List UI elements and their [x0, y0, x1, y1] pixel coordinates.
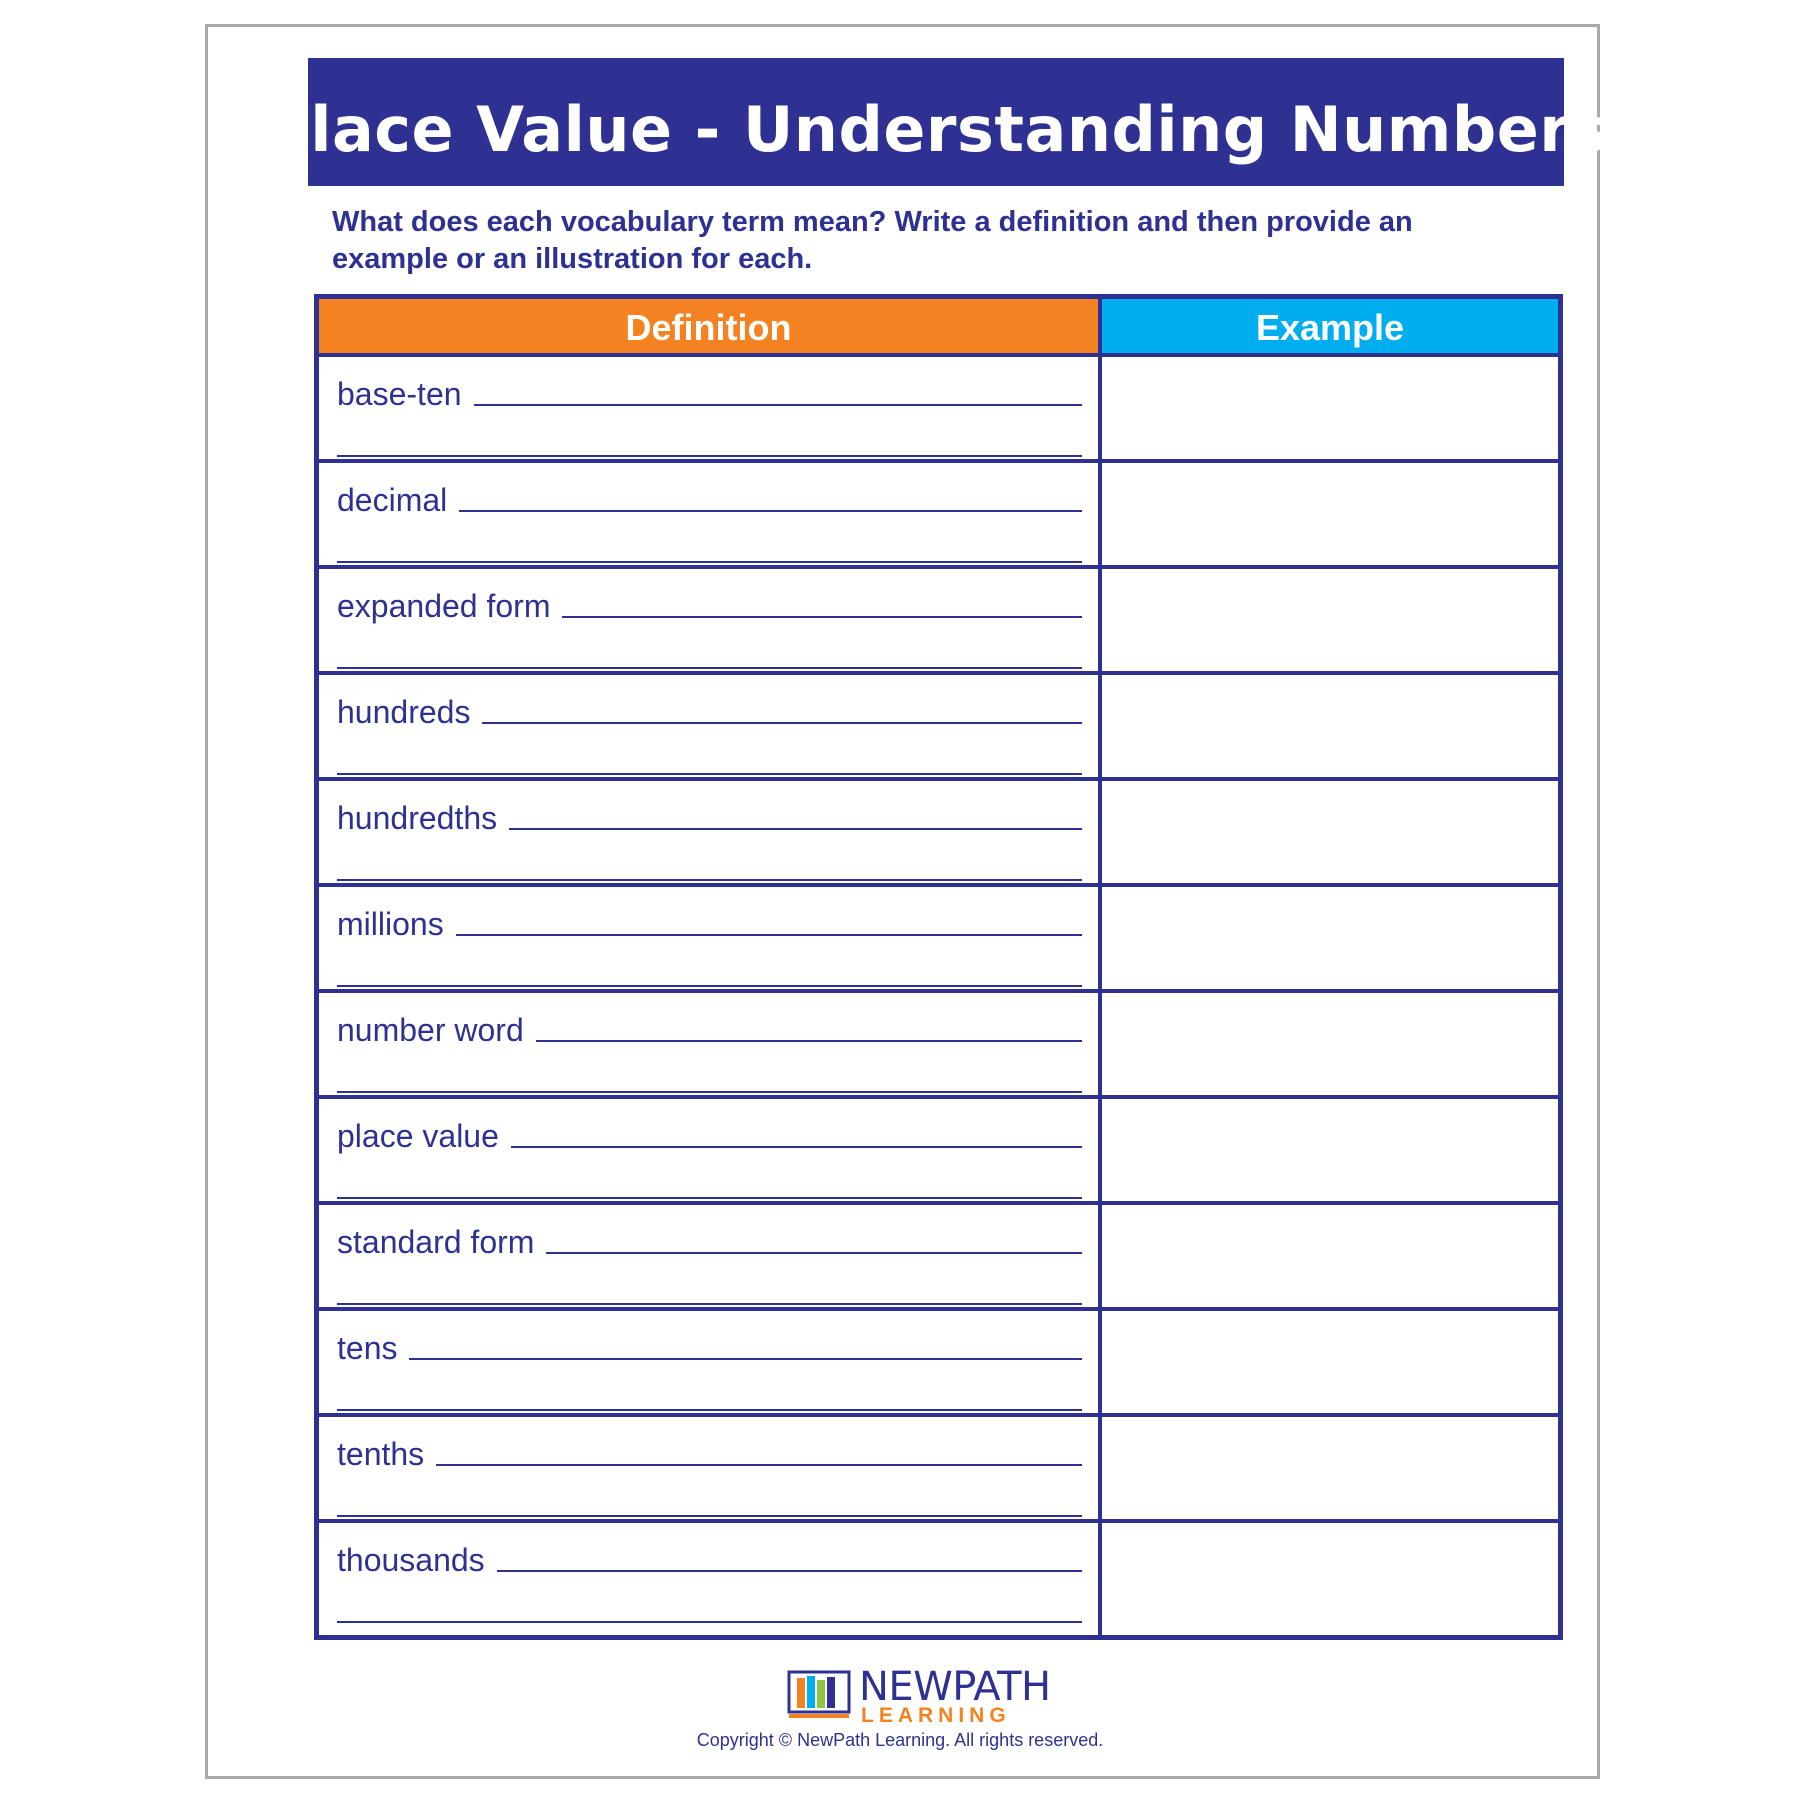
- definition-line[interactable]: [337, 1118, 1082, 1154]
- table-row: [319, 1205, 1558, 1311]
- example-header: [1102, 299, 1558, 357]
- table-row: [319, 675, 1558, 781]
- definition-line[interactable]: [337, 1436, 1082, 1472]
- writing-line-2[interactable]: [337, 1621, 1082, 1623]
- table-row: [319, 1417, 1558, 1523]
- definition-header-label: Definition: [625, 307, 792, 348]
- table-row: [319, 569, 1558, 675]
- writing-line-2[interactable]: [337, 773, 1082, 775]
- definition-line[interactable]: [337, 376, 1082, 412]
- example-header-label: Example: [1255, 307, 1405, 348]
- writing-line: [536, 1040, 1082, 1042]
- definition-line[interactable]: [337, 906, 1082, 942]
- writing-line: [497, 1570, 1082, 1572]
- writing-line-2[interactable]: [337, 985, 1082, 987]
- page-title: Place Value - Understanding Numbers: [264, 92, 1608, 166]
- writing-line: [459, 510, 1082, 512]
- books-icon: [787, 1668, 851, 1720]
- term-label: standard form: [337, 1224, 535, 1260]
- term-label: millions: [337, 906, 444, 942]
- table-row: [319, 993, 1558, 1099]
- writing-line-2[interactable]: [337, 561, 1082, 563]
- writing-line: [546, 1252, 1082, 1254]
- table-row: [319, 1099, 1558, 1205]
- definition-header: [319, 299, 1098, 357]
- newpath-logo: [787, 1664, 1057, 1727]
- table-row: [319, 887, 1558, 993]
- title-banner: [264, 58, 1608, 186]
- table-row: [319, 1523, 1558, 1629]
- writing-line: [509, 828, 1082, 830]
- definition-line[interactable]: [337, 588, 1082, 624]
- writing-line: [474, 404, 1082, 406]
- term-label: hundreds: [337, 694, 471, 730]
- definition-line[interactable]: [337, 1012, 1082, 1048]
- logo-wordmark: NEWPATH: [859, 1664, 1051, 1710]
- writing-line-2[interactable]: [337, 455, 1082, 457]
- term-label: hundredths: [337, 800, 498, 836]
- writing-line: [511, 1146, 1082, 1148]
- table-row: [319, 357, 1558, 463]
- definition-line[interactable]: [337, 1224, 1082, 1260]
- term-label: tenths: [337, 1436, 425, 1472]
- copyright-text: Copyright © NewPath Learning. All rights reserved.: [696, 1730, 1104, 1750]
- definition-line[interactable]: [337, 1330, 1082, 1366]
- term-label: place value: [337, 1118, 499, 1154]
- writing-line-2[interactable]: [337, 1303, 1082, 1305]
- writing-line-2[interactable]: [337, 879, 1082, 881]
- definition-line[interactable]: [337, 694, 1082, 730]
- writing-line: [482, 722, 1082, 724]
- writing-line-2[interactable]: [337, 1197, 1082, 1199]
- writing-line-2[interactable]: [337, 1515, 1082, 1517]
- term-label: expanded form: [337, 588, 551, 624]
- term-label: number word: [337, 1012, 524, 1048]
- writing-line: [562, 616, 1082, 618]
- term-label: thousands: [337, 1542, 485, 1578]
- writing-line: [456, 934, 1082, 936]
- term-label: base-ten: [337, 376, 462, 412]
- instructions-text: What does each vocabulary term mean? Write a definition and then provide an example or an illustration for each.: [332, 206, 1413, 275]
- table-rows: [319, 357, 1558, 1629]
- writing-line: [436, 1464, 1082, 1466]
- definition-line[interactable]: [337, 482, 1082, 518]
- definition-line[interactable]: [337, 1542, 1082, 1578]
- column-divider: [1098, 299, 1102, 1635]
- writing-line-2[interactable]: [337, 1409, 1082, 1411]
- term-label: tens: [337, 1330, 398, 1366]
- definition-line[interactable]: [337, 800, 1082, 836]
- logo-subtitle: LEARNING: [861, 1704, 1011, 1727]
- table-row: [319, 463, 1558, 569]
- writing-line: [409, 1358, 1082, 1360]
- term-label: decimal: [337, 482, 448, 518]
- vocabulary-table: [314, 294, 1563, 1640]
- table-row: [319, 1311, 1558, 1417]
- writing-line-2[interactable]: [337, 1091, 1082, 1093]
- table-row: [319, 781, 1558, 887]
- writing-line-2[interactable]: [337, 667, 1082, 669]
